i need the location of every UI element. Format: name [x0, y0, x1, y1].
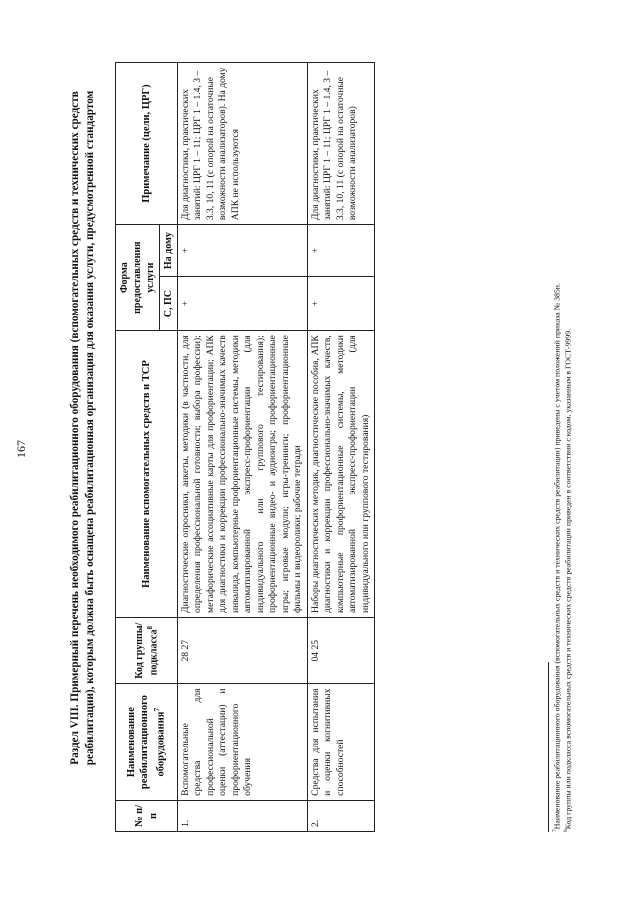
footnote-divider	[548, 662, 549, 832]
table-row	[178, 63, 308, 832]
header-aids: Наименование вспомогательных средств и ТСР	[116, 331, 178, 618]
row-code: 28 27	[178, 617, 308, 684]
row-num: 1.	[178, 800, 308, 831]
table-header-row	[116, 63, 160, 832]
header-equipment: Наименование реабилитационного оборудования$^7$	[116, 684, 178, 800]
table-row	[307, 63, 374, 832]
header-code: Код группы/ подкласса$^8$	[116, 617, 178, 684]
page-number: 167	[14, 440, 28, 458]
footnote-7: $^7$Наименование реабилитационного оборудования (вспомогательных средств и технических средств реабилитации) приведены с учетом положений приказа № 385н.	[552, 283, 562, 832]
row-note: Для диагностики, практических занятий: ЦРГ 1 – 11; ЦРГ 1 – 1.4, 3 – 3.3, 10, 11 (с опорой на остаточные возможности анализаторов). На дому АПК не используются	[178, 63, 308, 225]
equipment-table	[115, 62, 375, 832]
row-equipment: Вспомогательные средства для профессиональной оценки (аттестации) и профориентационного обучения	[178, 684, 308, 800]
row-form-home: +	[178, 225, 308, 277]
row-code: 04 25	[307, 617, 374, 684]
section-heading	[68, 28, 99, 828]
row-aids: Диагностические опросники, анкеты, методики (в частности, для определения профессиональной готовности; выбора профессии); метафорические ассоциативные карты для профориентации; АПК для диагностики и коррекции профессионально-значимых качеств инвалида, компьютерные профориентационные системы, методики автоматизированной экспресс-профориентации (для индивидуального или группового тестирования); профориентационные видео- и аудиоигры; профориентационные игры; игровые модули; игры-тренинги; профориентационные фильмы и видеоролики; рабочие тетради	[178, 331, 308, 618]
footnote-8: $^8$Код группы или подкласса вспомогательных средств и технических средств реабилитации приведен в соответствии с кодом, указанным в ГОСТ-9999.	[563, 328, 573, 832]
header-form: Форма предоставления услуги	[116, 225, 160, 331]
row-form-c-ps: +	[178, 277, 308, 331]
header-num: № п/п	[116, 800, 178, 831]
header-form-c-ps: С, ПС	[160, 277, 178, 331]
row-equipment: Средства для испытания и оценки когнитивных способностей	[307, 684, 374, 800]
row-form-home: +	[307, 225, 374, 277]
header-form-home: На дому	[160, 225, 178, 277]
header-note: Примечание (цели, ЦРГ)	[116, 63, 178, 225]
row-note: Для диагностики, практических занятий: ЦРГ 1 – 11; ЦРГ 1 – 1.4, 3 – 3.3, 10, 11 (с опорой на остаточные возможности анализаторов)	[307, 63, 374, 225]
row-form-c-ps: +	[307, 277, 374, 331]
heading-line-1: Раздел VIII. Примерный перечень необходимого реабилитационного оборудования (вспомогательных средств и технических средств	[69, 91, 81, 765]
row-num: 2.	[307, 800, 374, 831]
heading-line-2: реабилитации), которым должна быть оснащена реабилитационная организация для оказания услуги, предусмотренной стандартом	[84, 90, 97, 766]
row-aids: Наборы диагностических методик, диагностические пособия, АПК диагностики и коррекции профессионально-значимых качеств, компьютерные профориентационные системы, методики автоматизированной экспресс-профориентации (для индивидуального или группового тестирования)	[307, 331, 374, 618]
